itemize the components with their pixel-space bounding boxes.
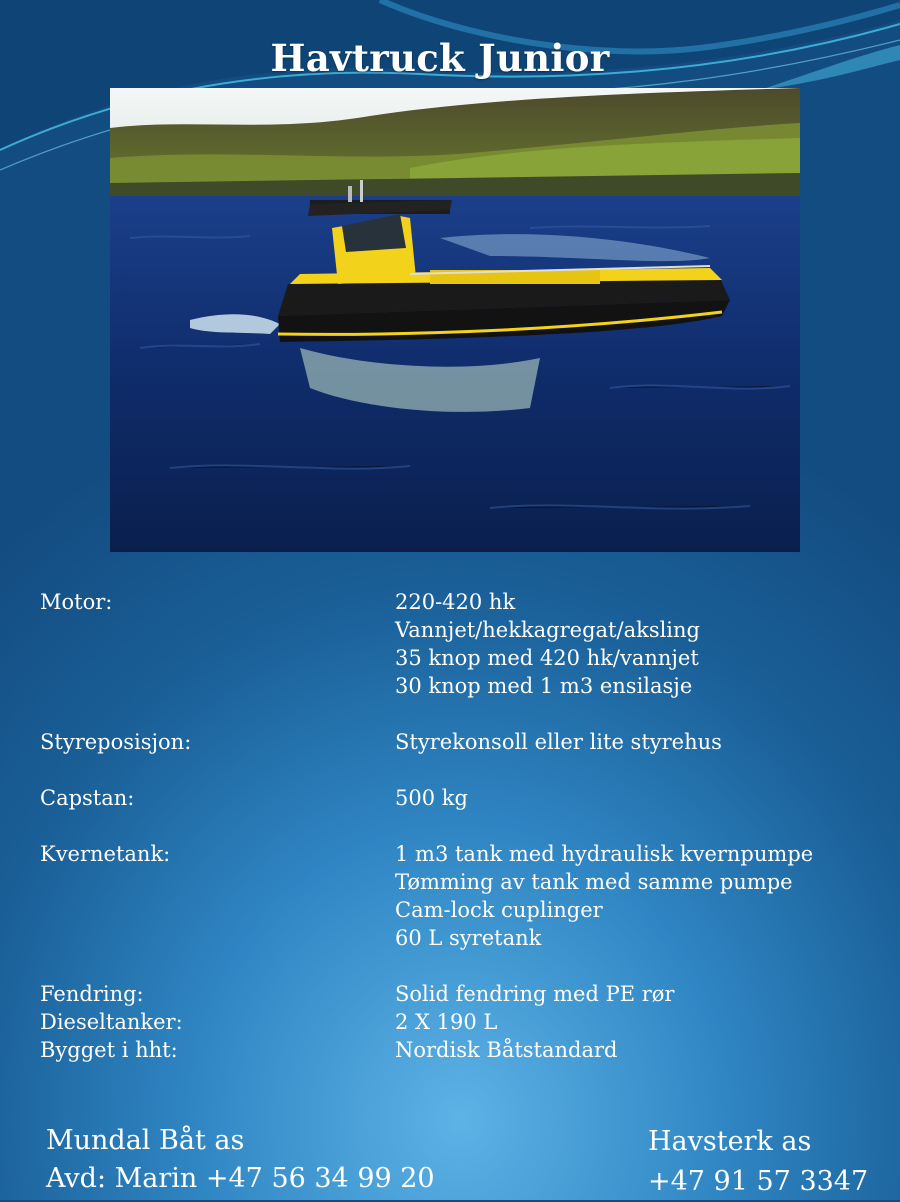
spec-label: Styreposisjon: <box>40 730 192 754</box>
footer-contact-mundal <box>46 1122 435 1198</box>
company-contact: Avd: Marin +47 56 34 99 20 <box>46 1163 435 1194</box>
spec-value: Nordisk Båtstandard <box>395 1038 618 1062</box>
spec-value: Solid fendring med PE rør <box>395 982 675 1006</box>
spec-row-styreposisjon <box>40 728 860 756</box>
spec-label: Motor: <box>40 590 113 614</box>
spec-value: 1 m3 tank med hydraulisk kvernpumpe <box>395 842 814 866</box>
footer-contact-havsterk <box>648 1122 868 1202</box>
spec-list <box>40 588 860 1064</box>
spec-value: Cam-lock cuplinger <box>395 898 603 922</box>
spec-value: 30 knop med 1 m3 ensilasje <box>395 674 693 698</box>
spec-label: Bygget i hht: <box>40 1038 178 1062</box>
spec-row-bygget <box>40 1036 860 1064</box>
spec-row-dieseltanker <box>40 1008 860 1036</box>
spec-label: Capstan: <box>40 786 135 810</box>
spec-value: Tømming av tank med samme pumpe <box>395 870 793 894</box>
boat-photo <box>110 88 800 552</box>
spec-value: 35 knop med 420 hk/vannjet <box>395 646 699 670</box>
spec-value: Vannjet/hekkagregat/aksling <box>395 618 700 642</box>
spec-row-capstan <box>40 784 860 812</box>
spec-label: Fendring: <box>40 982 144 1006</box>
spec-value: 500 kg <box>395 786 468 810</box>
spec-row-motor <box>40 588 860 700</box>
spec-label: Kvernetank: <box>40 842 171 866</box>
spec-row-kvernetank <box>40 840 860 952</box>
page-title: Havtruck Junior <box>270 36 610 80</box>
spec-value: 2 X 190 L <box>395 1010 498 1034</box>
spec-label: Dieseltanker: <box>40 1010 183 1034</box>
spec-value: Styrekonsoll eller lite styrehus <box>395 730 722 754</box>
company-name: Mundal Båt as <box>46 1125 245 1156</box>
company-phone: +47 91 57 3347 <box>648 1166 869 1197</box>
company-name: Havsterk as <box>648 1126 812 1157</box>
spec-value: 60 L syretank <box>395 926 542 950</box>
spec-value: 220-420 hk <box>395 590 516 614</box>
spec-row-fendring <box>40 980 860 1008</box>
